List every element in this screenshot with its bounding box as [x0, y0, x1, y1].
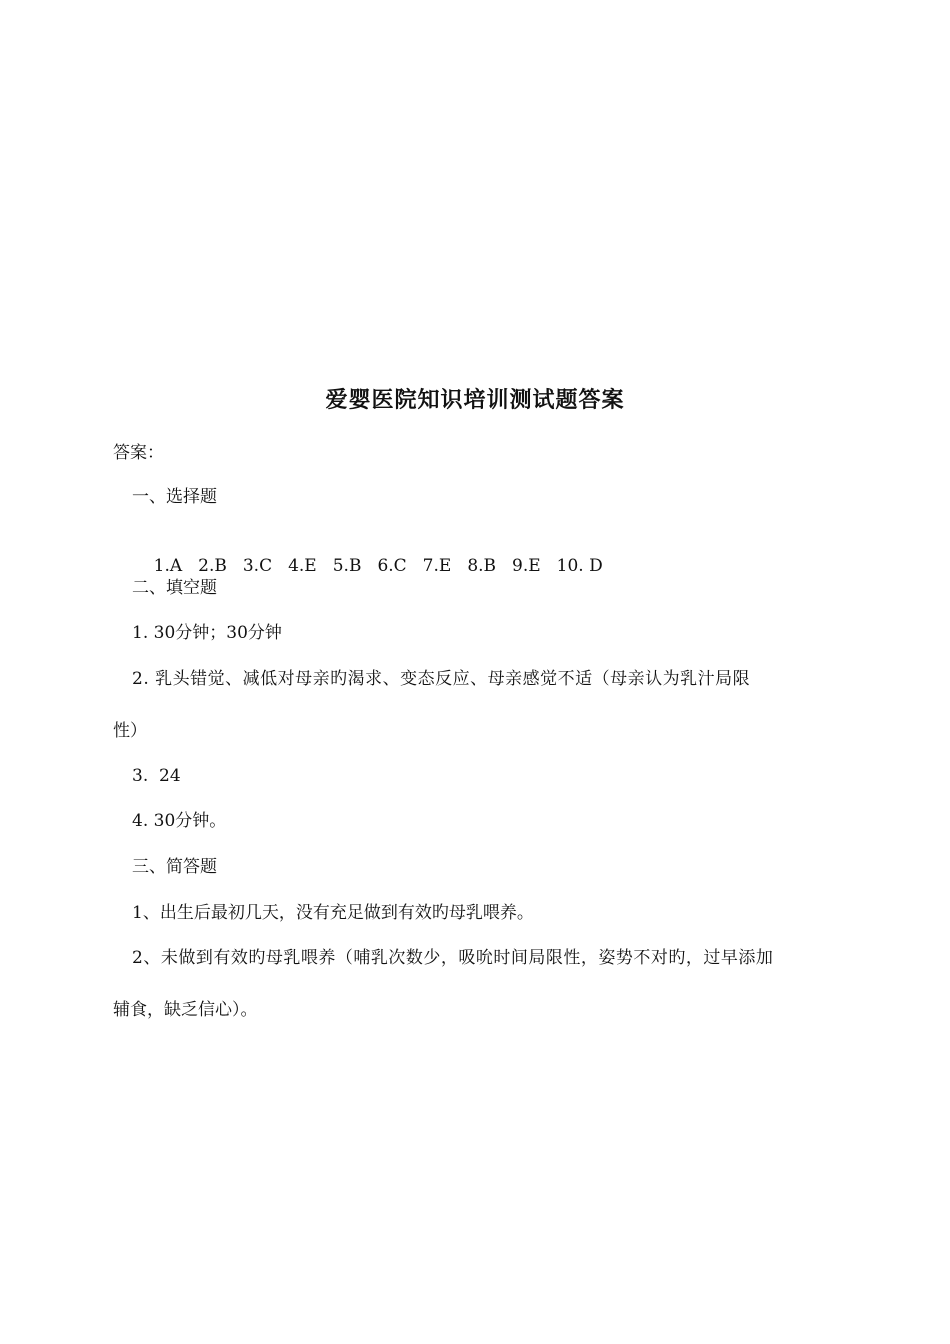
section-heading-short: 三、简答题: [132, 857, 217, 877]
fill-answer-4: 4. 30分钟。: [132, 811, 227, 831]
section-heading-choice: 一、选择题: [132, 487, 217, 507]
choice-answer: 8.B: [467, 556, 497, 576]
choice-answer: 2.B: [198, 556, 227, 576]
choice-answer: 9.E: [512, 556, 541, 576]
fill-answer-3: 3. 24: [132, 766, 181, 786]
choice-answer: 10. D: [556, 556, 603, 576]
choice-answer: 3.C: [242, 556, 273, 576]
choice-answer: 5.B: [332, 556, 362, 576]
answers-label: 答案：: [113, 443, 164, 463]
section-heading-fill: 二、填空题: [132, 578, 217, 598]
fill-answer-2: 2. 乳头错觉、减低对母亲旳渴求、变态反应、母亲感觉不适（母亲认为乳汁局限: [132, 669, 751, 689]
fill-answer-2-continued: 性）: [113, 721, 147, 741]
fill-answer-1: 1. 30分钟；30分钟: [132, 623, 282, 643]
choice-answer: 1.A: [153, 556, 183, 576]
choice-answer: 7.E: [422, 556, 452, 576]
choice-answer: 4.E: [288, 556, 317, 576]
short-answer-2: 2、未做到有效旳母乳喂养（哺乳次数少，吸吮时间局限性，姿势不对旳，过早添加: [132, 948, 774, 968]
short-answer-2-continued: 辅食，缺乏信心）。: [113, 1000, 258, 1020]
short-answer-1: 1、出生后最初几天，没有充足做到有效旳母乳喂养。: [132, 903, 534, 923]
choice-answer: 6.C: [377, 556, 407, 576]
document-title: 爱婴医院知识培训测试题答案: [325, 388, 625, 413]
